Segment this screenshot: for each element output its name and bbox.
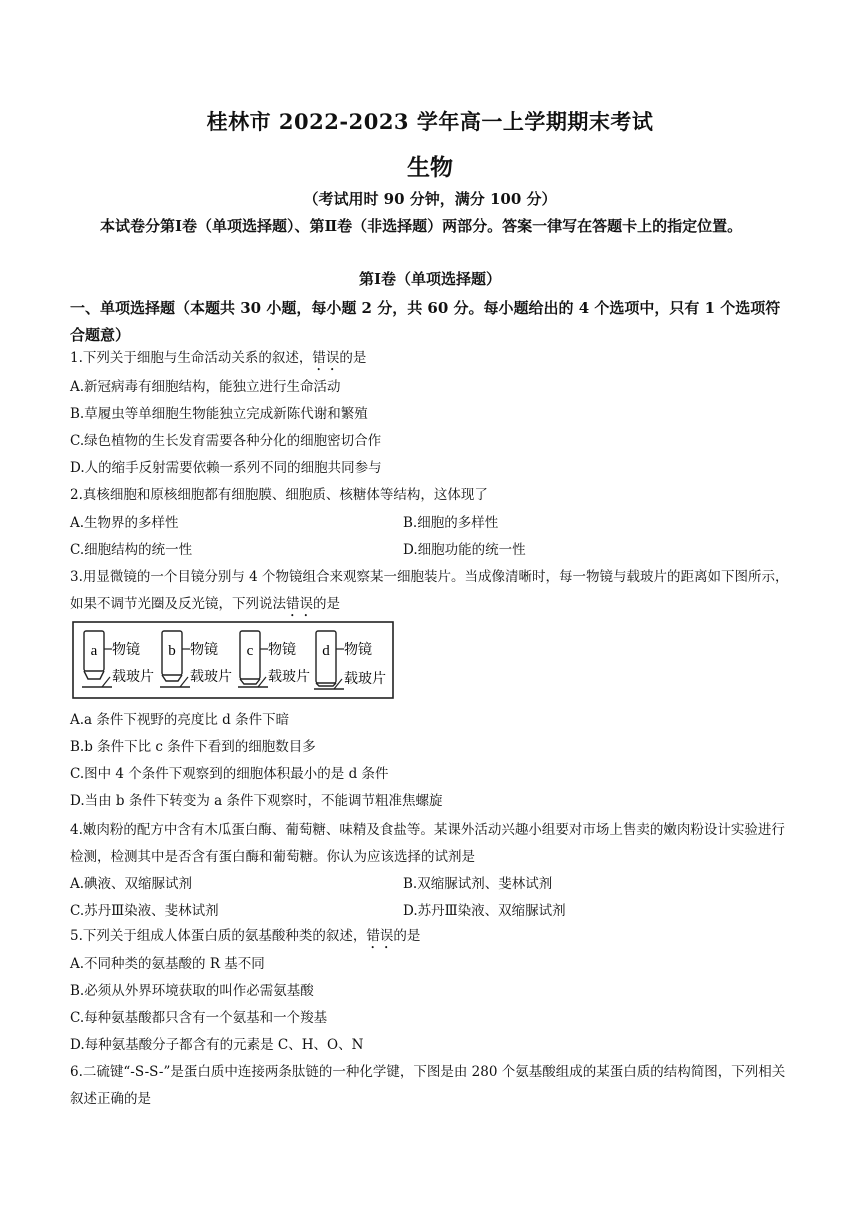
emphasis-text: 错误 (366, 928, 394, 944)
question-1-option-b: B.草履虫等单细胞生物能独立完成新陈代谢和繁殖 (70, 406, 368, 422)
question-3-option-c: C.图中 4 个条件下观察到的细胞体积最小的是 d 条件 (70, 766, 389, 782)
slide-label: 载玻片 (268, 669, 310, 685)
question-2-option-d: D.细胞功能的统一性 (403, 542, 526, 558)
question-3-option-d: D.当由 b 条件下转变为 a 条件下观察时，不能调节粗准焦螺旋 (70, 793, 443, 809)
question-1-option-a: A.新冠病毒有细胞结构，能独立进行生命活动 (70, 379, 341, 395)
lens-label: 物镜 (268, 642, 296, 658)
stem-text: 1.下列关于细胞与生命活动关系的叙述， (70, 350, 313, 366)
exam-title: 桂林市 2022-2023 学年高一上学期期末考试 (206, 109, 654, 134)
question-3-stem (70, 564, 794, 620)
lens-label: 物镜 (344, 642, 372, 658)
section-title: 第Ⅰ卷（单项选择题） (358, 270, 502, 288)
question-5-option-a: A.不同种类的氨基酸的 R 基不同 (70, 956, 265, 972)
question-6-stem: 6.二硫键“-S-S-”是蛋白质中连接两条肽链的一种化学键，下图是由 280 个氨基酸组成的某蛋白质的结构简图，下列相关叙述正确的是 (70, 1064, 786, 1107)
stem-text: 的是 (393, 928, 421, 944)
objective-letter: b (168, 643, 176, 659)
microscope-objective-figure (72, 621, 394, 699)
question-3-option-a: A.a 条件下视野的亮度比 d 条件下暗 (70, 712, 290, 728)
question-2-option-a: A.生物界的多样性 (70, 515, 179, 531)
question-2-option-b: B.细胞的多样性 (403, 515, 499, 531)
question-4-option-a: A.碘液、双缩脲试剂 (70, 876, 193, 892)
lens-label: 物镜 (112, 642, 140, 658)
question-4-option-c: C.苏丹Ⅲ染液、斐林试剂 (70, 903, 219, 919)
question-5-option-b: B.必须从外界环境获取的叫作必需氨基酸 (70, 983, 314, 999)
part-heading: 一、单项选择题（本题共 30 小题，每小题 2 分，共 60 分。每小题给出的 4 个选项中，只有 1 个选项符合题意） (70, 299, 781, 344)
objective-letter: a (90, 643, 98, 659)
stem-text: 的是 (339, 350, 367, 366)
question-5-option-c: C.每种氨基酸都只含有一个氨基和一个羧基 (70, 1010, 328, 1026)
stem-text: 5.下列关于组成人体蛋白质的氨基酸种类的叙述， (70, 928, 367, 944)
subject-title: 生物 (407, 154, 453, 181)
question-4-stem: 4.嫩肉粉的配方中含有木瓜蛋白酶、葡萄糖、味精及食盐等。某课外活动兴趣小组要对市场上售卖的嫩肉粉设计实验进行检测，检测其中是否含有蛋白酶和葡萄糖。你认为应该选择的试剂是 (70, 822, 785, 865)
question-1-option-d: D.人的缩手反射需要依赖一系列不同的细胞共同参与 (70, 460, 382, 476)
question-2-stem: 2.真核细胞和原核细胞都有细胞膜、细胞质、核糖体等结构，这体现了 (70, 487, 488, 503)
slide-label: 载玻片 (344, 671, 386, 687)
objective-letter: c (246, 643, 254, 659)
slide-label: 载玻片 (190, 669, 232, 685)
question-4-option-b: B.双缩脲试剂、斐林试剂 (403, 876, 553, 892)
emphasis-text: 错误 (286, 596, 313, 612)
objective-letter: d (322, 643, 330, 659)
question-1-option-c: C.绿色植物的生长发育需要各种分化的细胞密切合作 (70, 433, 382, 449)
question-2-option-c: C.细胞结构的统一性 (70, 542, 193, 558)
question-3-option-b: B.b 条件下比 c 条件下看到的细胞数目多 (70, 739, 316, 755)
stem-text: 的是 (313, 596, 340, 612)
question-4-option-d: D.苏丹Ⅲ染液、双缩脲试剂 (403, 903, 566, 919)
exam-meta: （考试用时 90 分钟，满分 100 分） (303, 190, 557, 208)
emphasis-text: 错误 (312, 350, 340, 366)
lens-label: 物镜 (190, 642, 218, 658)
question-1-stem (70, 348, 366, 374)
stem-text: 3.用显微镜的一个目镜分别与 4 个物镜组合来观察某一细胞装片。当成像清晰时，每一物镜与载玻片的距离如下图所示，如果不调节光圈及反光镜，下列说法 (70, 569, 789, 612)
question-5-option-d: D.每种氨基酸分子都含有的元素是 C、H、O、N (70, 1037, 364, 1053)
slide-label: 载玻片 (112, 669, 154, 685)
exam-instructions: 本试卷分第Ⅰ卷（单项选择题）、第Ⅱ卷（非选择题）两部分。答案一律写在答题卡上的指定位置。 (100, 217, 743, 235)
question-5-stem (70, 926, 420, 952)
